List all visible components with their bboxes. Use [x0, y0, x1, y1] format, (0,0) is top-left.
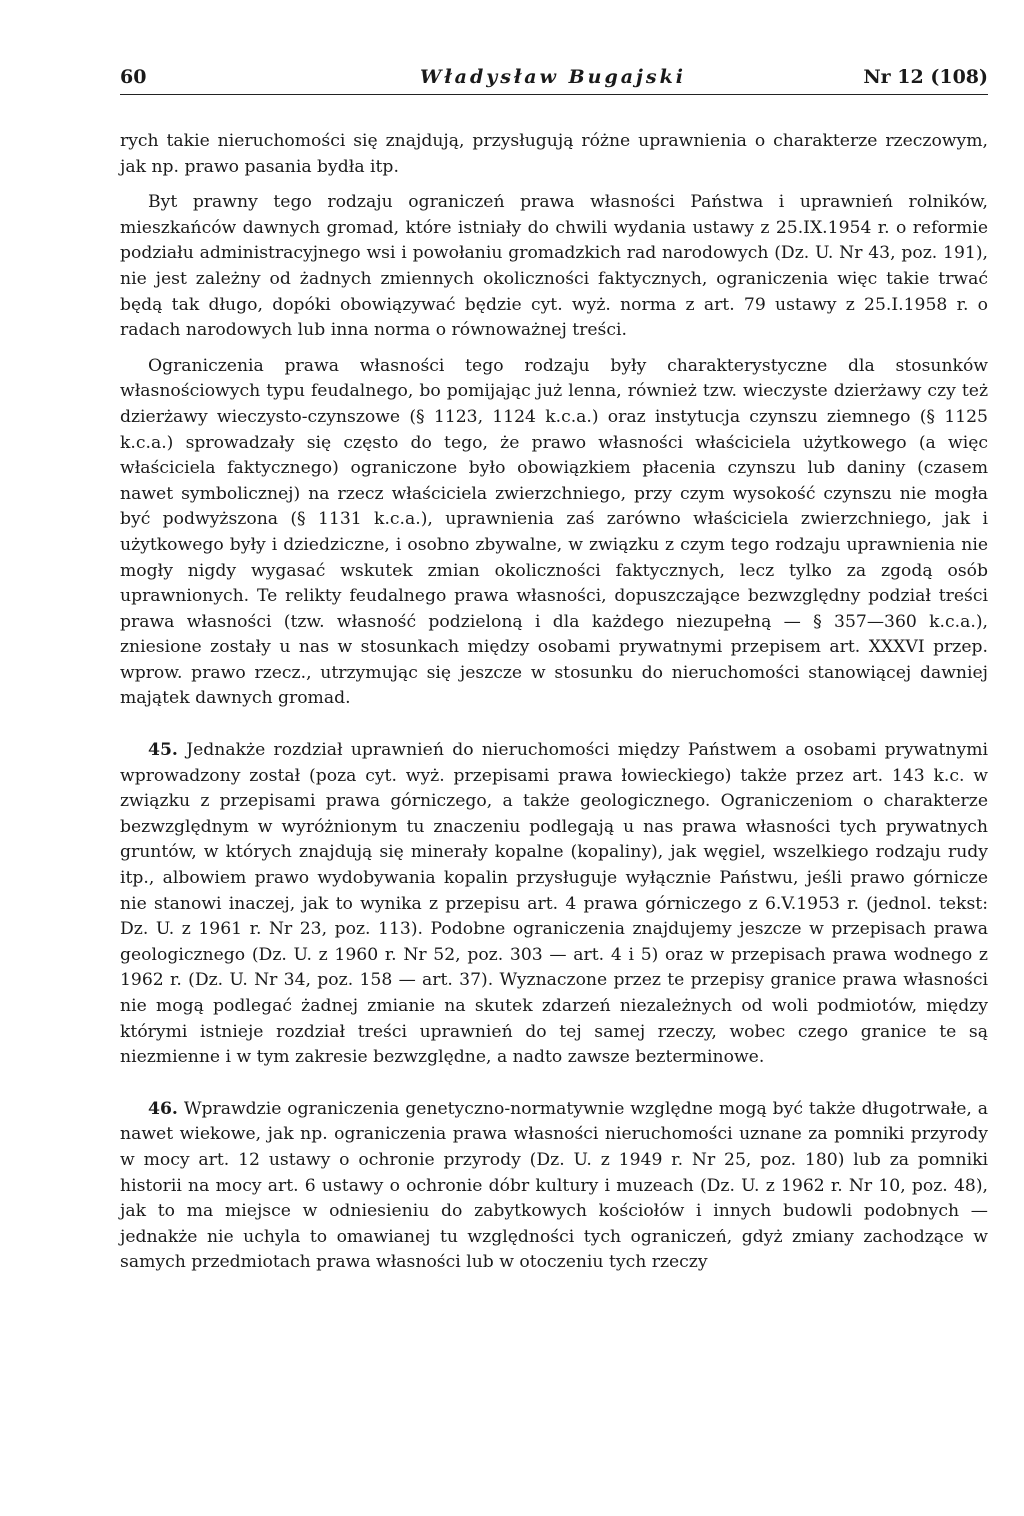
section-number: 45. — [148, 740, 178, 761]
issue-number: Nr 12 (108) — [863, 66, 988, 88]
paragraph-text: Ograniczenia prawa własności tego rodzaju były charakterystyczne dla stosunków własnościowych typu feudalnego, bo pomijając już lenna, również tzw. wieczyste dzierżawy czy też dzierżawy wieczysto-czynszowe (§ 1123, 1124 k.c.a.) oraz instytucja czynszu ziemnego (§ 1125 k.c.a.) sprowadzały się często do tego, że prawo własności właściciela użytkowego (a więc właściciela faktycznego) ograniczone było obowiązkiem płacenia czynszu lub daniny (czasem nawet symbolicznej) na rzecz właściciela zwierzchniego, przy czym wysokość czynszu nie mogła być podwyższona (§ 1131 k.c.a.), uprawnienia zaś zarówno właściciela zwierzchniego, jak i użytkowego były i dziedziczne, i osobno zbywalne, w związku z czym tego rodzaju uprawnienia nie mogły nigdy wygasać wskutek zmian okoliczności faktycznych, lecz tylko za zgodą osób uprawnionych. Te relikty feudalnego prawa własności, dopuszczające bezwzględny podział treści prawa własności (tzw. własność podzieloną i dla każdego niezupełną — § 357—360 k.c.a.), zniesione zostały u nas w stosunkach między osobami prywatnymi przepisem art. XXXVI przep. wprow. prawo rzecz., utrzymując się jeszcze w stosunku do nieruchomości stanowiącej dawniej majątek dawnych gromad. — [120, 355, 988, 709]
section-paragraph-45 — [120, 738, 988, 1071]
paragraph-text: rych takie nieruchomości się znajdują, przysługują różne uprawnienia o charakterze rzeczowym, jak np. prawo pasania bydła itp. — [120, 131, 988, 177]
running-header — [120, 60, 988, 95]
section-paragraph-46 — [120, 1097, 988, 1276]
paragraph-text: Wprawdzie ograniczenia genetyczno-normatywnie względne mogą być także długotrwałe, a nawet wiekowe, jak np. ograniczenia prawa własności nieruchomości uznane za pomniki przyrody w mocy art. 12 ustawy o ochronie przyrody (Dz. U. z 1949 r. Nr 25, poz. 180) lub za pomniki historii na mocy art. 6 ustawy o ochronie dóbr kultury i muzeach (Dz. U. z 1962 r. Nr 10, poz. 48), jak to ma miejsce w odniesieniu do zabytkowych kościołów i innych budowli podobnych — jednakże nie uchyla to omawianej tu względności tych ograniczeń, gdyż zmiany zachodzące w samych przedmiotach prawa własności lub w otoczeniu tych rzeczy — [120, 1098, 989, 1273]
section-number: 46. — [148, 1098, 178, 1119]
paragraph-continuation — [120, 129, 988, 180]
paragraph — [120, 354, 988, 712]
document-page — [120, 60, 988, 1500]
page-number: 60 — [120, 66, 147, 88]
paragraph-text: Jednakże rozdział uprawnień do nieruchomości między Państwem a osobami prywatnymi wprowadzony został (poza cyt. wyż. przepisami prawa łowieckiego) także przez art. 143 k.c. w związku z przepisami prawa górniczego, a także geologicznego. Ograniczeniom o charakterze bezwzględnym w wyróżnionym tu znaczeniu podlegają u nas prawa własności tych prywatnych gruntów, w których znajdują się minerały kopalne (kopaliny), jak węgiel, wszelkiego rodzaju rudy itp., albowiem prawo wydobywania kopalin przysługuje wyłącznie Państwu, jeśli prawo górnicze nie stanowi inaczej, jak to wynika z przepisu art. 4 prawa górniczego z 6.V.1953 r. (jednol. tekst: Dz. U. z 1961 r. Nr 23, poz. 113). Podobne ograniczenia znajdujemy jeszcze w przepisach prawa geologicznego (Dz. U. z 1960 r. Nr 52, poz. 303 — art. 4 i 5) oraz w przepisach prawa wodnego z 1962 r. (Dz. U. Nr 34, poz. 158 — art. 37). Wyznaczone przez te przepisy granice prawa własności nie mogą podlegać żadnej zmianie na skutek zdarzeń niezależnych od woli podmiotów, między którymi istnieje rozdział treści uprawnień do tej samej rzeczy, wobec czego granice te są niezmienne i w tym zakresie bezwzględne, a nadto zawsze bezterminowe. — [120, 740, 988, 1068]
paragraph-text: Byt prawny tego rodzaju ograniczeń prawa własności Państwa i uprawnień rolników, mieszkańców dawnych gromad, które istniały do chwili wydania ustawy z 25.IX.1954 r. o reformie podziału administracyjnego wsi i powołaniu gromadzkich rad narodowych (Dz. U. Nr 43, poz. 191), nie jest zależny od żadnych zmiennych okoliczności faktycznych, ograniczenia więc takie trwać będą tak długo, dopóki obowiązywać będzie cyt. wyż. norma z art. 79 ustawy z 25.I.1958 r. o radach narodowych lub inna norma o równoważnej treści. — [120, 192, 988, 341]
body-text — [120, 129, 988, 1276]
running-head-author: Władysław Bugajski — [420, 66, 686, 88]
paragraph — [120, 190, 988, 344]
